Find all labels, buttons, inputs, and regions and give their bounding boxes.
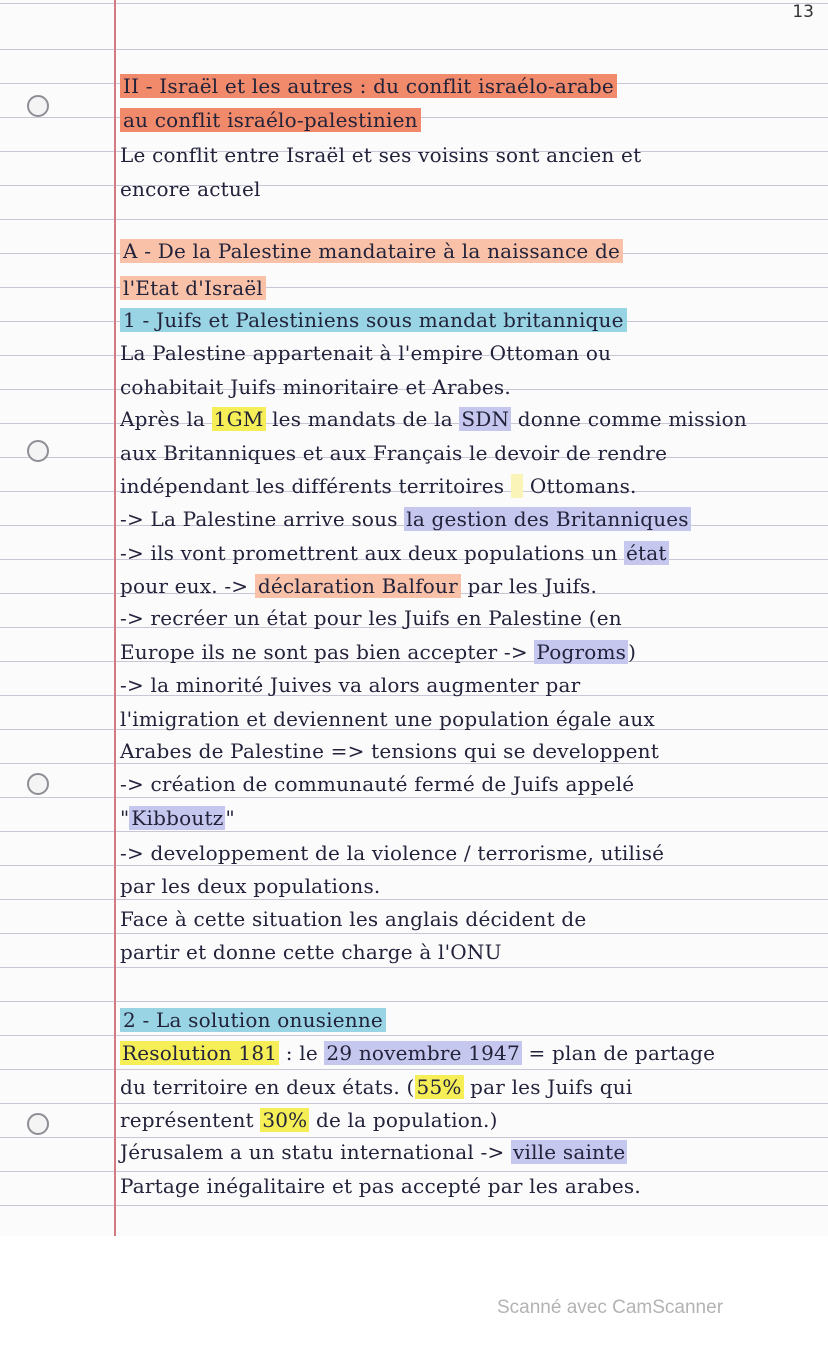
text-line: Partage inégalitaire et pas accepté par les arabes.: [120, 1174, 641, 1198]
punch-hole: [27, 1113, 49, 1135]
page-number: 13: [792, 2, 814, 22]
text-line: Europe ils ne sont pas bien accepter -> Pogroms ): [120, 640, 637, 664]
margin-line: [114, 0, 116, 1236]
text-line: -> la minorité Juives va alors augmenter par: [120, 673, 581, 697]
text-line: par les deux populations.: [120, 874, 381, 898]
text-line: pour eux. -> déclaration Balfour par les Juifs.: [120, 574, 598, 598]
text-line: cohabitait Juifs minoritaire et Arabes.: [120, 375, 511, 399]
text-line: l'imigration et deviennent une population égale aux: [120, 707, 655, 731]
text-line: partir et donne cette charge à l'ONU: [120, 940, 502, 964]
text-line: Face à cette situation les anglais décident de: [120, 907, 587, 931]
text-line: représentent 30% de la population.): [120, 1108, 498, 1132]
text-line: Jérusalem a un statu international -> ville sainte: [120, 1140, 626, 1164]
text-line: Arabes de Palestine => tensions qui se developpent: [120, 739, 659, 763]
subsection-title: A - De la Palestine mandataire à la naissance de: [120, 239, 623, 263]
section-title-cont: au conflit israélo-palestinien: [120, 108, 421, 132]
text-line: du territoire en deux états. ( 55% par les Juifs qui: [120, 1075, 633, 1099]
text-line: -> La Palestine arrive sous la gestion des Britanniques: [120, 507, 689, 531]
scanner-watermark: Scanné avec CamScanner: [497, 1297, 724, 1318]
text-line: -> recréer un état pour les Juifs en Palestine (en: [120, 606, 622, 630]
text-line: -> ils vont promettrent aux deux populations un état: [120, 541, 667, 565]
punch-hole: [27, 773, 49, 795]
text-line: Après la 1GM les mandats de la SDN donne comme mission: [120, 407, 747, 431]
part-title: 1 - Juifs et Palestiniens sous mandat britannique: [120, 308, 627, 332]
text-line: -> création de communauté fermé de Juifs appelé: [120, 772, 635, 796]
punch-hole: [27, 440, 49, 462]
text-line: La Palestine appartenait à l'empire Ottoman ou: [120, 341, 612, 365]
text-line: indépendant les différents territoires Ottomans.: [120, 474, 637, 498]
text-line: " Kibboutz ": [120, 806, 235, 830]
section-title: II - Israël et les autres : du conflit israélo-arabe: [120, 74, 617, 98]
text-line: encore actuel: [120, 177, 261, 201]
text-line: Le conflit entre Israël et ses voisins sont ancien et: [120, 143, 642, 167]
text-line: aux Britanniques et aux Français le devoir de rendre: [120, 441, 668, 465]
part-title: 2 - La solution onusienne: [120, 1008, 386, 1032]
punch-hole: [27, 95, 49, 117]
text-line: Resolution 181 : le 29 novembre 1947 = plan de partage: [122, 1041, 716, 1065]
text-line: -> developpement de la violence / terrorisme, utilisé: [120, 841, 665, 865]
subsection-title-cont: l'Etat d'Israël: [120, 276, 266, 300]
